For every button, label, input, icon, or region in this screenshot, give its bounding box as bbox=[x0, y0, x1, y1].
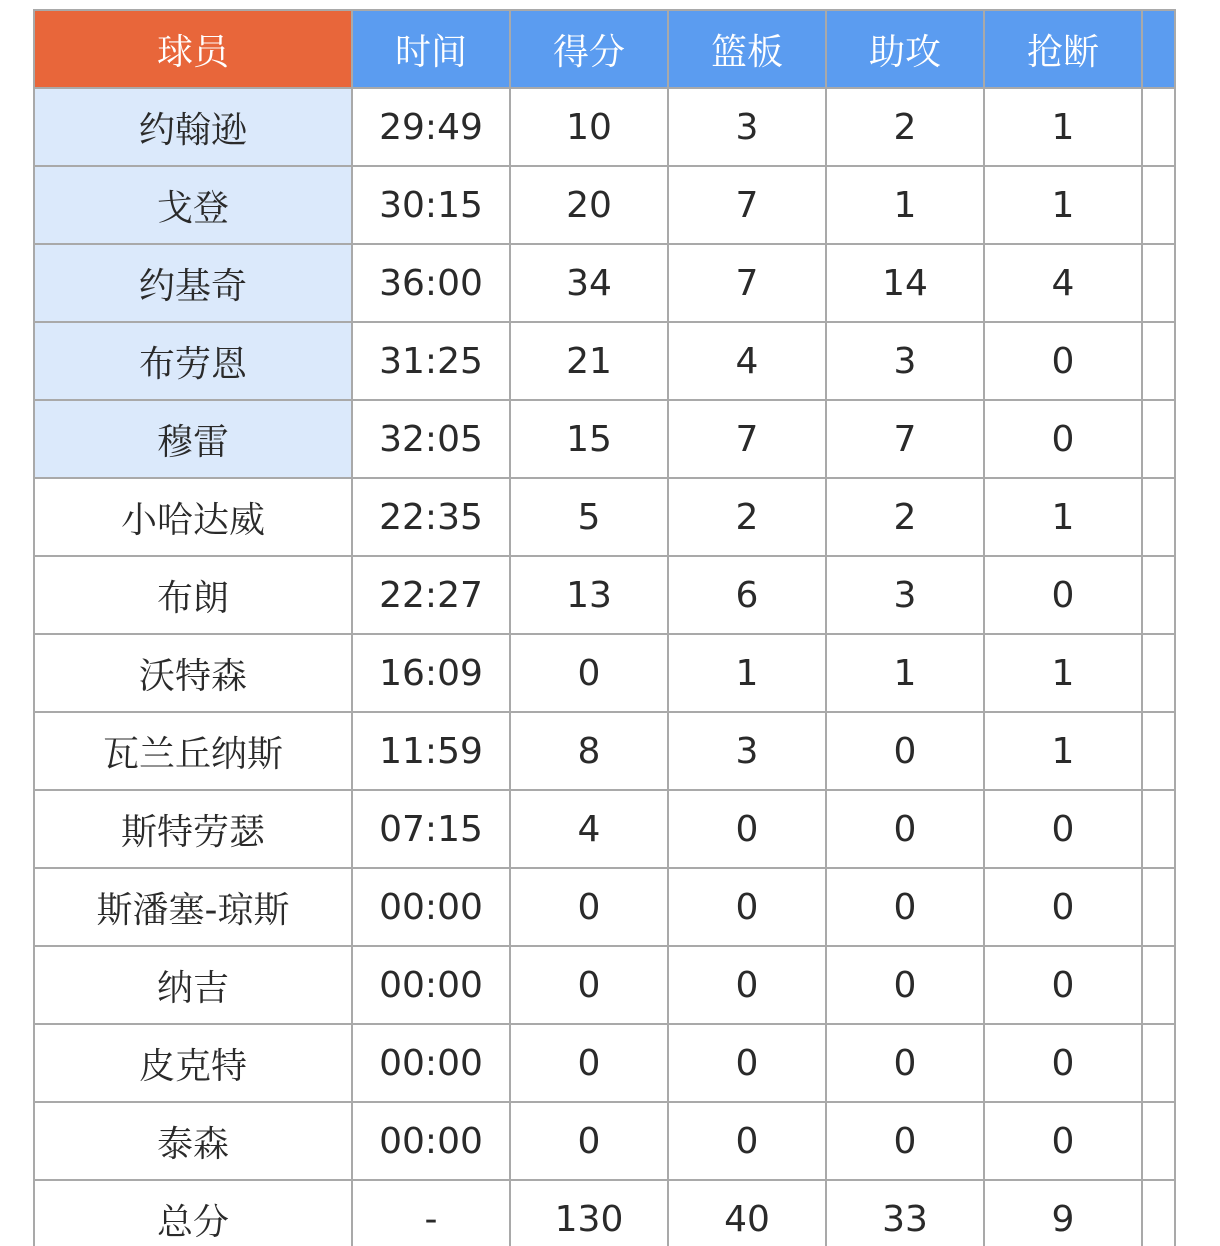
player-name-cell: 纳吉 bbox=[34, 946, 352, 1024]
player-name-cell: 斯潘塞-琼斯 bbox=[34, 868, 352, 946]
table-row bbox=[34, 244, 1175, 322]
rebounds-cell: 7 bbox=[668, 400, 826, 478]
header-time: 时间 bbox=[352, 10, 510, 88]
table-row bbox=[34, 634, 1175, 712]
table-row bbox=[34, 712, 1175, 790]
player-name-cell: 布朗 bbox=[34, 556, 352, 634]
points-cell: 10 bbox=[510, 88, 668, 166]
points-cell: 0 bbox=[510, 868, 668, 946]
assists-cell: 3 bbox=[826, 556, 984, 634]
total-row bbox=[34, 1180, 1175, 1246]
table-header bbox=[34, 10, 1175, 88]
assists-cell: 0 bbox=[826, 1024, 984, 1102]
player-name-cell: 斯特劳瑟 bbox=[34, 790, 352, 868]
assists-cell: 0 bbox=[826, 712, 984, 790]
points-cell: 21 bbox=[510, 322, 668, 400]
table-row bbox=[34, 556, 1175, 634]
player-name-cell: 泰森 bbox=[34, 1102, 352, 1180]
points-cell: 0 bbox=[510, 634, 668, 712]
table-row bbox=[34, 1024, 1175, 1102]
assists-cell: 3 bbox=[826, 322, 984, 400]
header-rebounds: 篮板 bbox=[668, 10, 826, 88]
steals-cell: 1 bbox=[984, 88, 1142, 166]
extra-cell bbox=[1142, 790, 1175, 868]
rebounds-cell: 7 bbox=[668, 244, 826, 322]
header-row bbox=[34, 10, 1175, 88]
points-cell: 20 bbox=[510, 166, 668, 244]
extra-cell bbox=[1142, 244, 1175, 322]
assists-cell: 2 bbox=[826, 88, 984, 166]
rebounds-cell: 0 bbox=[668, 946, 826, 1024]
points-cell: 13 bbox=[510, 556, 668, 634]
time-cell: 22:35 bbox=[352, 478, 510, 556]
extra-cell bbox=[1142, 1024, 1175, 1102]
header-player: 球员 bbox=[34, 10, 352, 88]
extra-cell bbox=[1142, 478, 1175, 556]
extra-cell bbox=[1142, 322, 1175, 400]
player-name-cell: 小哈达威 bbox=[34, 478, 352, 556]
table-row bbox=[34, 946, 1175, 1024]
assists-cell: 2 bbox=[826, 478, 984, 556]
steals-cell: 0 bbox=[984, 1102, 1142, 1180]
extra-cell bbox=[1142, 166, 1175, 244]
extra-cell bbox=[1142, 868, 1175, 946]
time-cell: 31:25 bbox=[352, 322, 510, 400]
rebounds-cell: 7 bbox=[668, 166, 826, 244]
table-row bbox=[34, 166, 1175, 244]
time-cell: 22:27 bbox=[352, 556, 510, 634]
table-row bbox=[34, 88, 1175, 166]
table-row bbox=[34, 400, 1175, 478]
table-row bbox=[34, 1102, 1175, 1180]
rebounds-cell: 0 bbox=[668, 790, 826, 868]
player-name-cell: 皮克特 bbox=[34, 1024, 352, 1102]
player-name-cell: 戈登 bbox=[34, 166, 352, 244]
points-cell: 15 bbox=[510, 400, 668, 478]
extra-cell bbox=[1142, 400, 1175, 478]
points-cell: 0 bbox=[510, 1024, 668, 1102]
player-name-cell: 布劳恩 bbox=[34, 322, 352, 400]
assists-cell: 1 bbox=[826, 634, 984, 712]
points-cell: 4 bbox=[510, 790, 668, 868]
total-time: - bbox=[352, 1180, 510, 1246]
total-extra-cell bbox=[1142, 1180, 1175, 1246]
player-name-cell: 约基奇 bbox=[34, 244, 352, 322]
table-row bbox=[34, 478, 1175, 556]
points-cell: 34 bbox=[510, 244, 668, 322]
player-name-cell: 沃特森 bbox=[34, 634, 352, 712]
extra-cell bbox=[1142, 634, 1175, 712]
total-assists: 33 bbox=[826, 1180, 984, 1246]
total-points: 130 bbox=[510, 1180, 668, 1246]
steals-cell: 1 bbox=[984, 478, 1142, 556]
time-cell: 36:00 bbox=[352, 244, 510, 322]
rebounds-cell: 3 bbox=[668, 712, 826, 790]
player-name-cell: 穆雷 bbox=[34, 400, 352, 478]
points-cell: 0 bbox=[510, 946, 668, 1024]
header-steals: 抢断 bbox=[984, 10, 1142, 88]
assists-cell: 0 bbox=[826, 946, 984, 1024]
rebounds-cell: 0 bbox=[668, 1102, 826, 1180]
time-cell: 29:49 bbox=[352, 88, 510, 166]
rebounds-cell: 3 bbox=[668, 88, 826, 166]
steals-cell: 0 bbox=[984, 946, 1142, 1024]
time-cell: 07:15 bbox=[352, 790, 510, 868]
steals-cell: 0 bbox=[984, 1024, 1142, 1102]
table-body bbox=[34, 88, 1175, 1246]
rebounds-cell: 0 bbox=[668, 1024, 826, 1102]
extra-cell bbox=[1142, 1102, 1175, 1180]
rebounds-cell: 1 bbox=[668, 634, 826, 712]
steals-cell: 1 bbox=[984, 166, 1142, 244]
steals-cell: 0 bbox=[984, 322, 1142, 400]
points-cell: 0 bbox=[510, 1102, 668, 1180]
time-cell: 32:05 bbox=[352, 400, 510, 478]
total-label: 总分 bbox=[34, 1180, 352, 1246]
extra-cell bbox=[1142, 556, 1175, 634]
player-stats-table bbox=[33, 9, 1176, 1246]
time-cell: 00:00 bbox=[352, 946, 510, 1024]
total-rebounds: 40 bbox=[668, 1180, 826, 1246]
rebounds-cell: 4 bbox=[668, 322, 826, 400]
table-row bbox=[34, 322, 1175, 400]
table-row bbox=[34, 868, 1175, 946]
player-name-cell: 瓦兰丘纳斯 bbox=[34, 712, 352, 790]
total-steals: 9 bbox=[984, 1180, 1142, 1246]
extra-cell bbox=[1142, 946, 1175, 1024]
steals-cell: 1 bbox=[984, 712, 1142, 790]
points-cell: 5 bbox=[510, 478, 668, 556]
extra-cell bbox=[1142, 88, 1175, 166]
assists-cell: 0 bbox=[826, 790, 984, 868]
rebounds-cell: 2 bbox=[668, 478, 826, 556]
table-row bbox=[34, 790, 1175, 868]
steals-cell: 0 bbox=[984, 400, 1142, 478]
assists-cell: 14 bbox=[826, 244, 984, 322]
assists-cell: 7 bbox=[826, 400, 984, 478]
time-cell: 00:00 bbox=[352, 1102, 510, 1180]
time-cell: 16:09 bbox=[352, 634, 510, 712]
rebounds-cell: 6 bbox=[668, 556, 826, 634]
time-cell: 00:00 bbox=[352, 868, 510, 946]
assists-cell: 0 bbox=[826, 1102, 984, 1180]
steals-cell: 0 bbox=[984, 556, 1142, 634]
assists-cell: 1 bbox=[826, 166, 984, 244]
player-name-cell: 约翰逊 bbox=[34, 88, 352, 166]
steals-cell: 1 bbox=[984, 634, 1142, 712]
header-assists: 助攻 bbox=[826, 10, 984, 88]
rebounds-cell: 0 bbox=[668, 868, 826, 946]
assists-cell: 0 bbox=[826, 868, 984, 946]
time-cell: 00:00 bbox=[352, 1024, 510, 1102]
header-extra-column bbox=[1142, 10, 1175, 88]
time-cell: 11:59 bbox=[352, 712, 510, 790]
extra-cell bbox=[1142, 712, 1175, 790]
points-cell: 8 bbox=[510, 712, 668, 790]
steals-cell: 0 bbox=[984, 868, 1142, 946]
steals-cell: 0 bbox=[984, 790, 1142, 868]
time-cell: 30:15 bbox=[352, 166, 510, 244]
steals-cell: 4 bbox=[984, 244, 1142, 322]
header-points: 得分 bbox=[510, 10, 668, 88]
